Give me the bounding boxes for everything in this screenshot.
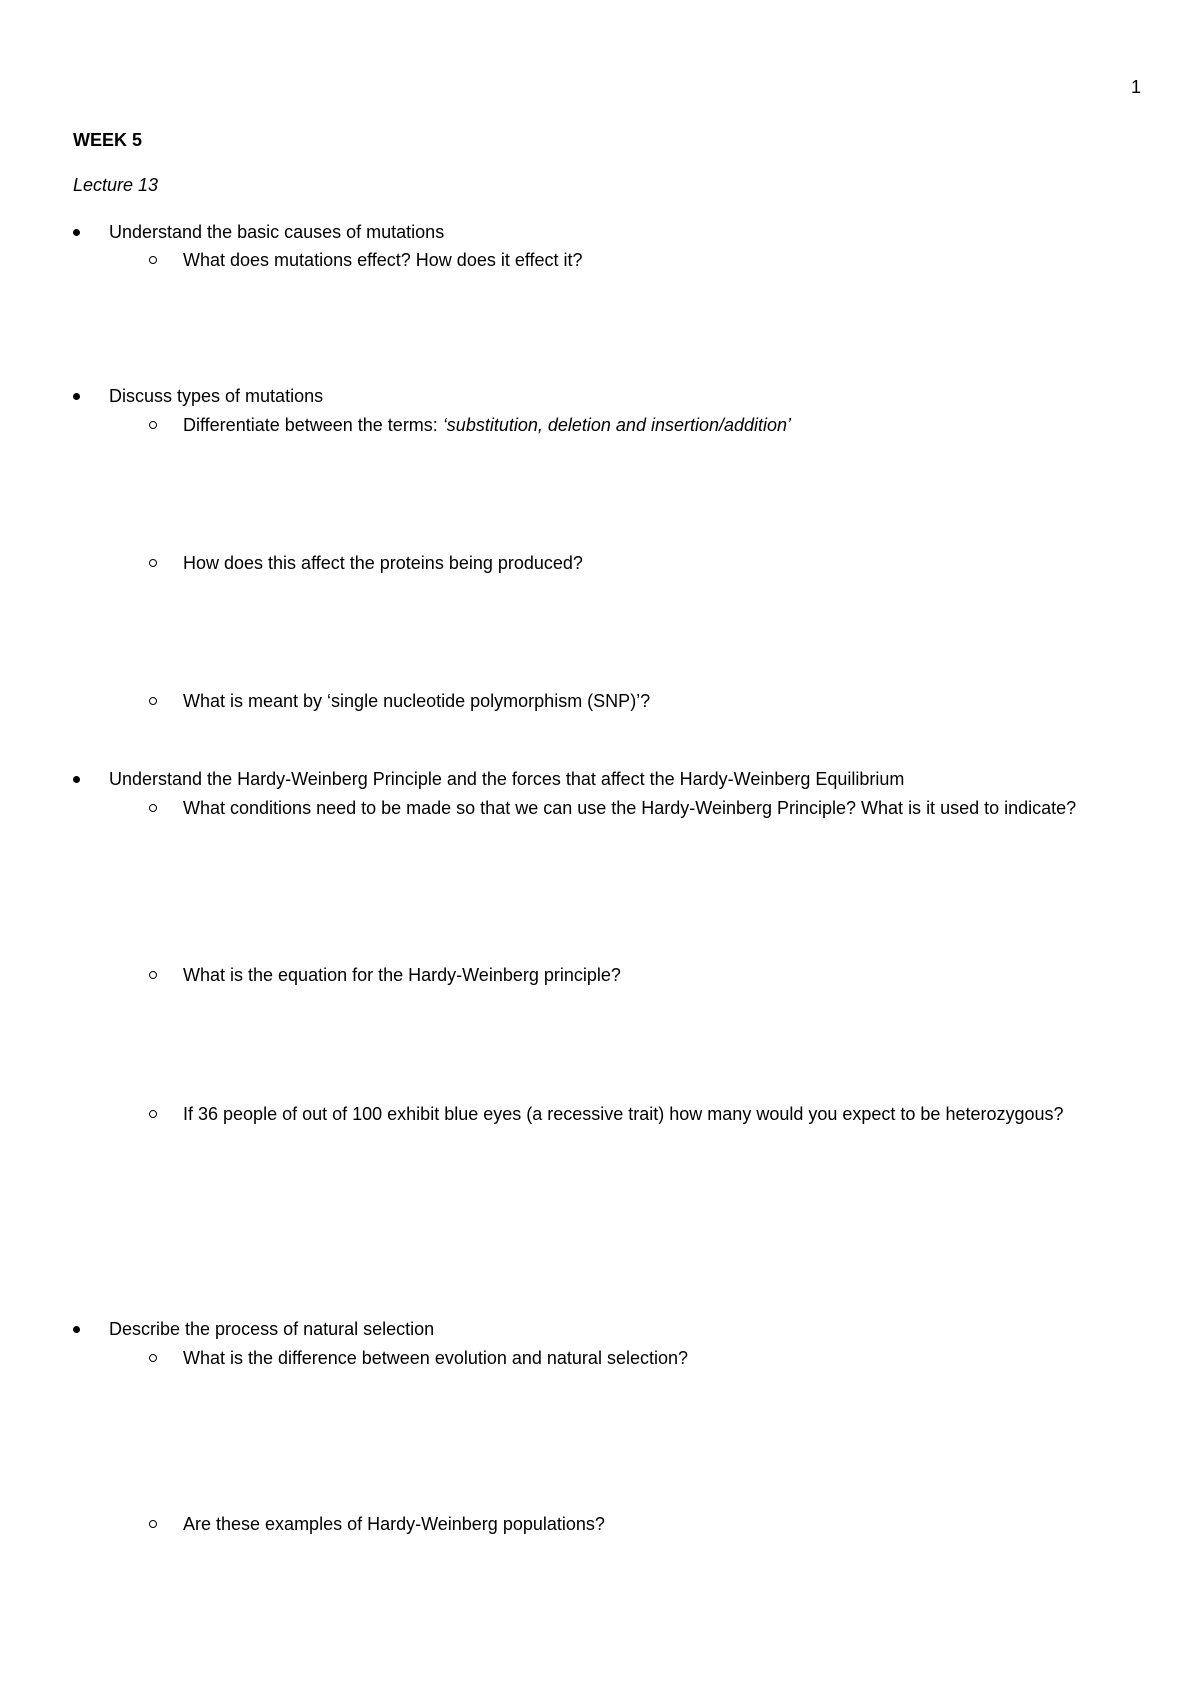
- sub-bullet-icon: [149, 1110, 157, 1118]
- lecture-title: Lecture 13: [73, 175, 159, 195]
- sub-bullet-icon: [149, 697, 157, 705]
- question-text: What is meant by ‘single nucleotide polymorphism (SNP)’?: [183, 691, 651, 711]
- bullet-icon: [73, 776, 80, 783]
- sub-bullet-icon: [149, 421, 157, 429]
- section-heading: Discuss types of mutations: [109, 386, 324, 406]
- question-text: Are these examples of Hardy-Weinberg populations?: [183, 1514, 605, 1534]
- question-emphasis: ‘substitution, deletion and insertion/addition’: [442, 415, 792, 435]
- question-prefix: Differentiate between the terms:: [183, 415, 443, 435]
- sub-bullet-icon: [149, 1354, 157, 1362]
- question-text: What conditions need to be made so that we can use the Hardy-Weinberg Principle? What is it used to indicate?: [183, 798, 1077, 818]
- question-text: What is the difference between evolution and natural selection?: [183, 1348, 688, 1368]
- section-heading: Understand the Hardy-Weinberg Principle and the forces that affect the Hardy-Weinberg Equilibrium: [109, 769, 905, 789]
- sub-bullet-icon: [149, 559, 157, 567]
- question-text: How does this affect the proteins being produced?: [183, 553, 583, 573]
- week-title: WEEK 5: [73, 130, 143, 150]
- sub-bullet-icon: [149, 971, 157, 979]
- bullet-icon: [73, 229, 80, 236]
- section-heading: Understand the basic causes of mutations: [109, 222, 445, 242]
- question-text: What does mutations effect? How does it effect it?: [183, 250, 583, 270]
- sub-bullet-icon: [149, 804, 157, 812]
- page-number: 1: [1130, 77, 1141, 97]
- sub-bullet-icon: [149, 1520, 157, 1528]
- sub-bullet-icon: [149, 256, 157, 264]
- question-text: If 36 people of out of 100 exhibit blue eyes (a recessive trait) how many would you expect to be heterozygous?: [183, 1104, 1064, 1124]
- question-text: What is the equation for the Hardy-Weinberg principle?: [183, 965, 621, 985]
- section-heading: Describe the process of natural selection: [109, 1319, 435, 1339]
- bullet-icon: [73, 393, 80, 400]
- question-text: [183, 411, 791, 439]
- bullet-icon: [73, 1326, 80, 1333]
